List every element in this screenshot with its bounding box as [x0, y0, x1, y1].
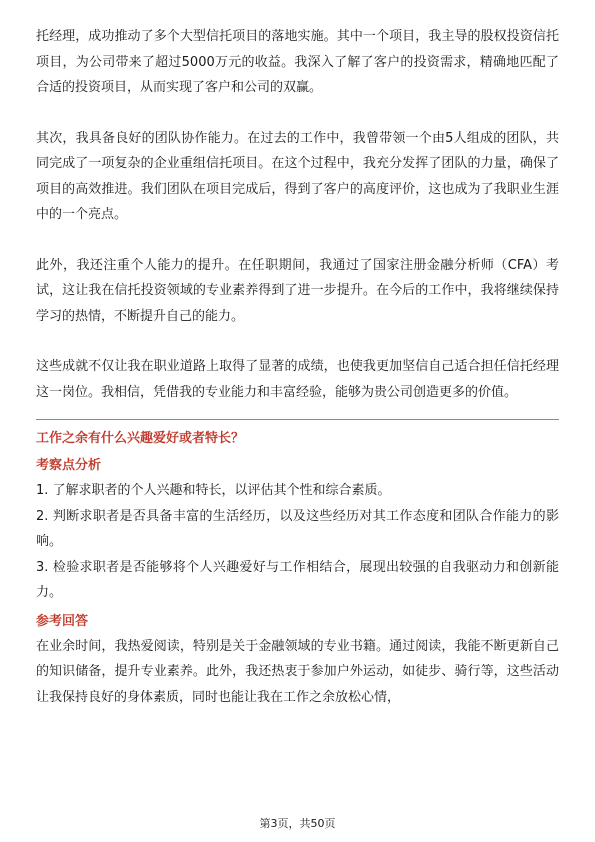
- body-paragraph: 托经理，成功推动了多个大型信托项目的落地实施。其中一个项目，我主导的股权投资信托项目，为公司带来了超过5000万元的收益。我深入了解了客户的投资需求，精确地匹配了合适的投资项目，从而实现了客户和公司的双赢。: [36, 29, 559, 95]
- list-item: 3. 检验求职者是否能够将个人兴趣爱好与工作相结合，展现出较强的自我驱动力和创新能力。: [36, 559, 559, 600]
- analysis-list: [36, 478, 559, 606]
- body-paragraph: 这些成就不仅让我在职业道路上取得了显著的成绩，也使我更加坚信自己适合担任信托经理这一岗位。我相信，凭借我的专业能力和丰富经验，能够为贵公司创造更多的价值。: [36, 359, 559, 400]
- list-item: 1. 了解求职者的个人兴趣和特长，以评估其个性和综合素质。: [36, 483, 391, 498]
- section-divider: [36, 419, 559, 420]
- page-footer: 第3页，共50页: [259, 817, 336, 830]
- body-paragraph: 其次，我具备良好的团队协作能力。在过去的工作中，我曾带领一个由5人组成的团队，共同完成了一项复杂的企业重组信托项目。在这个过程中，我充分发挥了团队的力量，确保了项目的高效推进。我们团队在项目完成后，得到了客户的高度评价，这也成为了我职业生涯中的一个亮点。: [36, 130, 559, 222]
- list-item: 2. 判断求职者是否具备丰富的生活经历，以及这些经历对其工作态度和团队合作能力的影响。: [36, 508, 559, 549]
- analysis-heading: 考察点分析: [36, 458, 102, 473]
- document-page: [36, 24, 559, 710]
- answer-heading: 参考回答: [36, 613, 89, 629]
- question-heading: 工作之余有什么兴趣爱好或者特长？: [36, 431, 245, 446]
- answer-paragraph: 在业余时间，我热爱阅读，特别是关于金融领域的专业书籍。通过阅读，我能不断更新自己的知识储备，提升专业素养。此外，我还热衷于参加户外运动，如徒步、骑行等，这些活动让我保持良好的身体素质，同时也能让我在工作之余放松心情，: [36, 638, 559, 705]
- body-paragraph: 此外，我还注重个人能力的提升。在任职期间，我通过了国家注册金融分析师（CFA）考试，这让我在信托投资领域的专业素养得到了进一步提升。在今后的工作中，我将继续保持学习的热情，不断提升自己的能力。: [36, 257, 559, 324]
